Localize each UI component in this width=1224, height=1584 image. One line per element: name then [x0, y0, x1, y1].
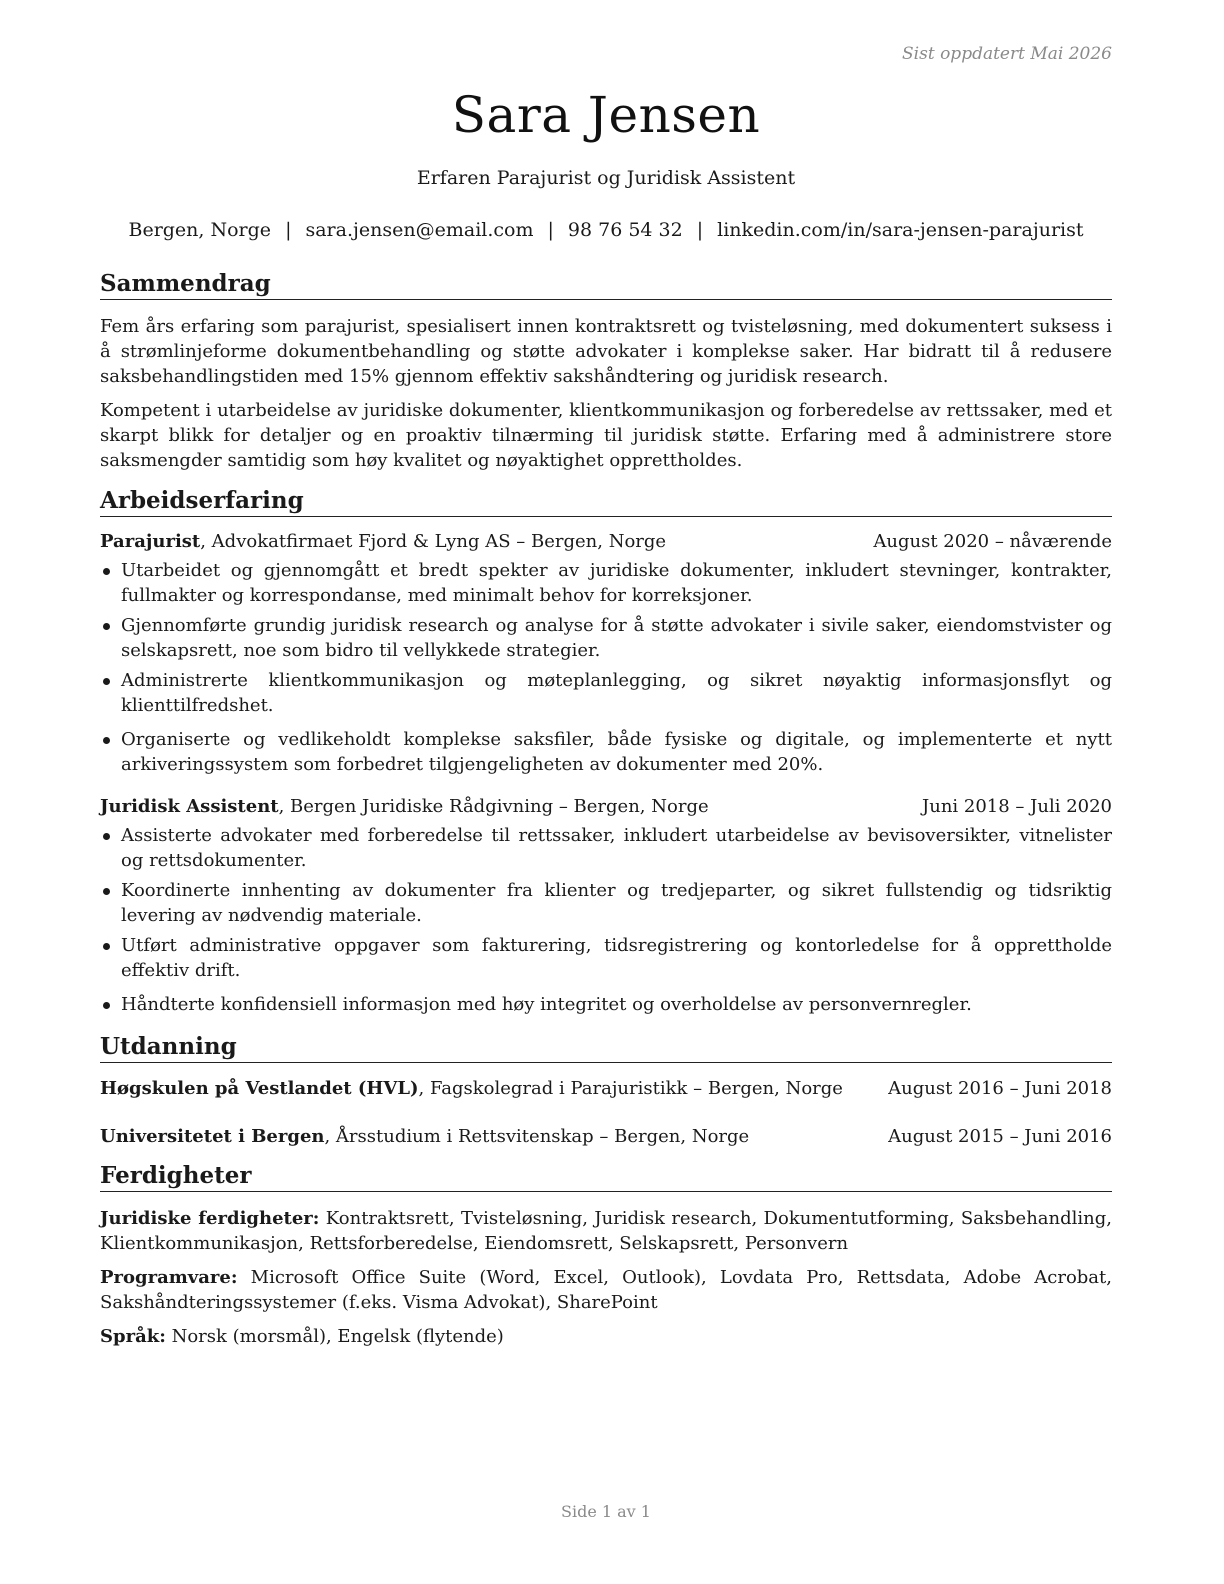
contact-location: Bergen, Norge: [128, 219, 272, 241]
bullet-text: Håndterte konfidensiell informasjon med høy integritet og overholdelse av personvernregler.: [121, 994, 972, 1015]
job-role: Juridisk Assistent: [100, 796, 279, 817]
bullet-text: Administrerte klientkommunikasjon og møteplanlegging, og sikret nøyaktig informasjonsflyt og klienttilfredshet.: [121, 670, 1112, 716]
bullet-icon: [103, 943, 110, 950]
education-entry: [100, 1076, 1112, 1101]
education-entry: [100, 1124, 1112, 1149]
last-updated: Sist oppdatert Mai 2026: [902, 44, 1112, 64]
contact-separator: |: [285, 219, 292, 241]
job-title-line: [100, 794, 709, 819]
skill-line: [100, 1206, 1112, 1256]
skill-text: Norsk (morsmål), Engelsk (flytende): [165, 1326, 504, 1347]
section-title-skills: Ferdigheter: [100, 1162, 1112, 1192]
job-dates: August 2020 – nåværende: [873, 531, 1112, 552]
summary-section: [100, 270, 1112, 473]
contact-phone: 98 76 54 32: [567, 219, 683, 241]
skill-label: Programvare:: [100, 1267, 238, 1288]
bullet-text: Organiserte og vedlikeholdt komplekse saksfiler, både fysiske og digitale, og implementerte et nytt arkiveringssystem som forbedret tilgjengeligheten av dokumenter med 20%.: [121, 729, 1112, 775]
bullet-icon: [103, 737, 110, 744]
skill-line: [100, 1324, 1112, 1349]
section-title-experience: Arbeidserfaring: [100, 487, 1112, 517]
job-entry: [100, 794, 1112, 1017]
job-org: , Bergen Juridiske Rådgivning – Bergen, Norge: [278, 796, 709, 817]
list-item: [100, 668, 1112, 718]
education-section: [100, 1033, 1112, 1149]
job-bullets: [100, 558, 1112, 777]
experience-section: [100, 487, 1112, 1017]
candidate-name: Sara Jensen: [451, 86, 761, 144]
bullet-icon: [103, 1002, 110, 1009]
bullet-text: Assisterte advokater med forberedelse til rettssaker, inkludert utarbeidelse av bevisoversikter, vitnelister og rettsdokumenter.: [121, 825, 1112, 871]
education-school: Høgskulen på Vestlandet (HVL): [100, 1078, 419, 1099]
skill-label: Juridiske ferdigheter:: [100, 1208, 320, 1229]
list-item: [100, 727, 1112, 777]
list-item: [100, 823, 1112, 873]
headline: Erfaren Parajurist og Juridisk Assistent: [416, 167, 796, 189]
education-dates: August 2015 – Juni 2016: [888, 1126, 1112, 1147]
section-title-summary: Sammendrag: [100, 270, 1112, 300]
page-number: Side 1 av 1: [561, 1502, 651, 1521]
list-item: [100, 992, 1112, 1017]
list-item: [100, 613, 1112, 663]
skills-section: [100, 1162, 1112, 1349]
contact-linkedin[interactable]: linkedin.com/in/sara-jensen-parajurist: [717, 219, 1084, 241]
contact-line: [100, 219, 1112, 241]
summary-paragraph: Kompetent i utarbeidelse av juridiske dokumenter, klientkommunikasjon og forberedelse av rettssaker, med et skarpt blikk for detaljer og en proaktiv tilnærming til juridisk støtte. Erfaring med å administrere store saksmengder samtidig som høy kvalitet og nøyaktighet opprettholdes.: [100, 400, 1112, 471]
job-header: [100, 529, 1112, 554]
job-entry: [100, 529, 1112, 777]
job-dates: Juni 2018 – Juli 2020: [922, 796, 1112, 817]
education-detail: , Årsstudium i Rettsvitenskap – Bergen, Norge: [324, 1126, 750, 1147]
list-item: [100, 558, 1112, 608]
resume-page: [100, 0, 1112, 1584]
bullet-icon: [103, 678, 110, 685]
bullet-icon: [103, 568, 110, 575]
education-detail: , Fagskolegrad i Parajuristikk – Bergen, Norge: [418, 1078, 843, 1099]
bullet-text: Koordinerte innhenting av dokumenter fra klienter og tredjeparter, og sikret fullstendig og tidsriktig levering av nødvendig materiale.: [121, 880, 1112, 926]
resume-content: [100, 270, 1112, 1358]
bullet-text: Gjennomførte grundig juridisk research og analyse for å støtte advokater i sivile saker, eiendomstvister og selskapsrett, noe som bidro til vellykkede strategier.: [121, 615, 1112, 661]
list-item: [100, 878, 1112, 928]
skill-text: Microsoft Office Suite (Word, Excel, Outlook), Lovdata Pro, Rettsdata, Adobe Acrobat, Sakshåndteringssystemer (f.eks. Visma Advokat), SharePoint: [100, 1267, 1112, 1313]
bullet-text: Utført administrative oppgaver som fakturering, tidsregistrering og kontorledelse for å opprettholde effektiv drift.: [121, 935, 1112, 981]
summary-paragraph: Fem års erfaring som parajurist, spesialisert innen kontraktsrett og tvisteløsning, med dokumentert suksess i å strømlinjeforme dokumentbehandling og støtte advokater i komplekse saker. Har bidratt til å redusere saksbehandlingstiden med 15% gjennom effektiv sakshåndtering og juridisk research.: [100, 316, 1112, 387]
job-org: , Advokatfirmaet Fjord & Lyng AS – Bergen, Norge: [200, 531, 667, 552]
education-school: Universitetet i Bergen: [100, 1126, 325, 1147]
list-item: [100, 933, 1112, 983]
contact-separator: |: [547, 219, 554, 241]
job-bullets: [100, 823, 1112, 1017]
education-dates: August 2016 – Juni 2018: [888, 1078, 1112, 1099]
section-title-education: Utdanning: [100, 1033, 1112, 1063]
bullet-icon: [103, 833, 110, 840]
bullet-icon: [103, 888, 110, 895]
bullet-text: Utarbeidet og gjennomgått et bredt spekter av juridiske dokumenter, inkludert stevninger, kontrakter, fullmakter og korrespondanse, med minimalt behov for korreksjoner.: [121, 560, 1112, 606]
contact-separator: |: [696, 219, 704, 241]
contact-email[interactable]: sara.jensen@email.com: [305, 219, 534, 241]
skill-label: Språk:: [100, 1326, 166, 1347]
bullet-icon: [103, 623, 110, 630]
job-header: [100, 794, 1112, 819]
education-line: [100, 1076, 843, 1101]
job-title-line: [100, 529, 666, 554]
education-line: [100, 1124, 749, 1149]
skill-text: Kontraktsrett, Tvisteløsning, Juridisk research, Dokumentutforming, Saksbehandling, Klientkommunikasjon, Rettsforberedelse, Eiendomsrett, Selskapsrett, Personvern: [100, 1208, 1112, 1254]
skill-line: [100, 1265, 1112, 1315]
job-role: Parajurist: [100, 531, 201, 552]
